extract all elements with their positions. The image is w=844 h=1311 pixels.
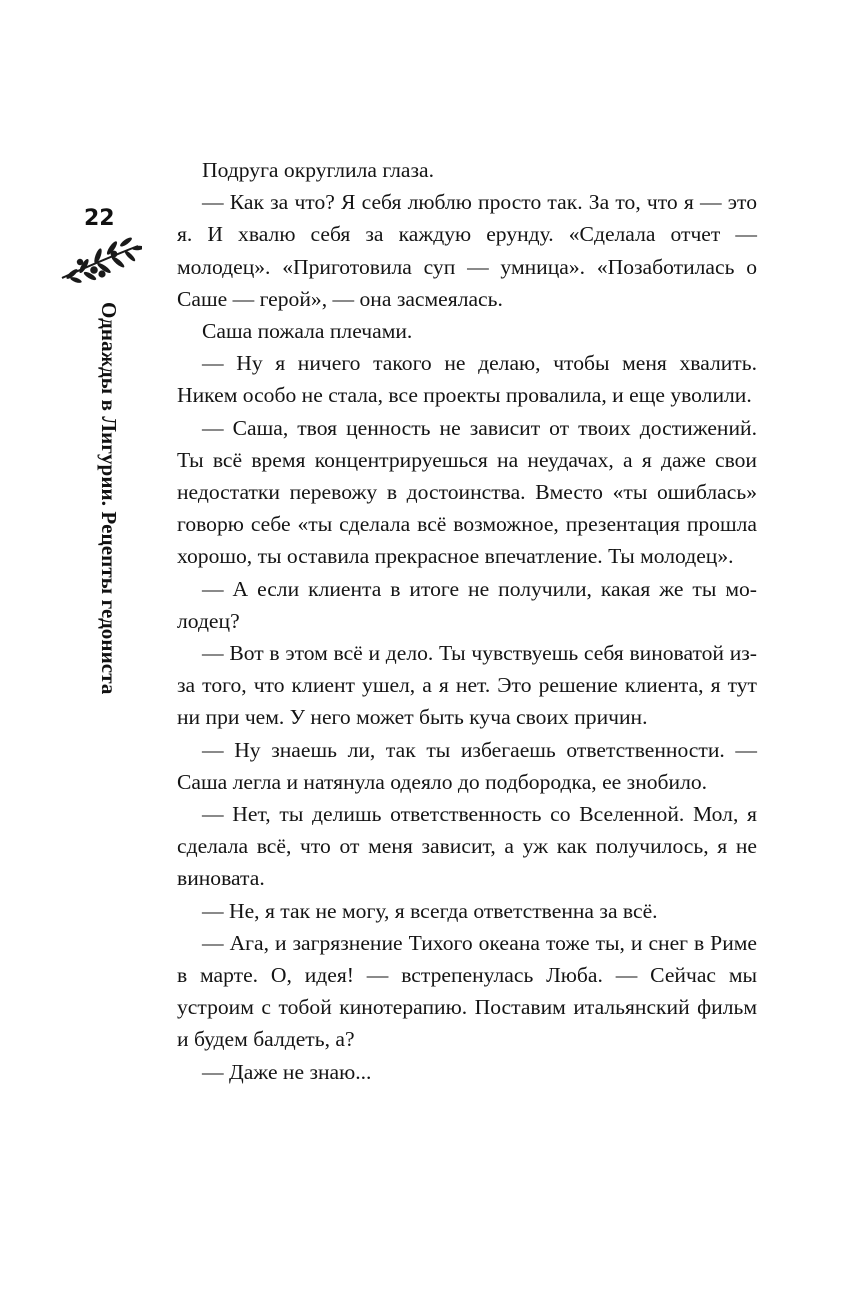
paragraph: — Ага, и загрязнение Тихого океана тоже ты, и снег в Риме в марте. О, идея! — встрепенулась Люба. — Сейчас мы устроим с тобой кинотерапию. Поставим итальянский фильм и будем балдеть, а? bbox=[177, 930, 757, 1052]
page-number: 22 bbox=[84, 206, 115, 231]
paragraph: — Ну я ничего такого не делаю, чтобы меня хвалить. Никем особо не стала, все проекты провалила, и еще уволили. bbox=[177, 351, 757, 408]
paragraph: — А если клиента в итоге не получили, какая же ты молодец? bbox=[177, 576, 757, 633]
paragraph: — Как за что? Я себя люблю просто так. За то, что я — это я. И хвалю себя за каждую ерунду. «Сделала отчет — молодец». «Приготовила суп — умница». «Позаботилась о Саше — герой», — она засмеялась. bbox=[177, 190, 757, 311]
paragraph: — Ну знаешь ли, так ты избегаешь ответственности. — Саша легла и натянула одеяло до подбородка, ее знобило. bbox=[177, 737, 757, 794]
paragraph: — Даже не знаю... bbox=[202, 1059, 372, 1084]
olive-branch-icon bbox=[58, 234, 142, 286]
running-title: Однажды в Лигурии. Рецепты гедониста bbox=[97, 302, 121, 695]
paragraph: — Нет, ты делишь ответственность со Вселенной. Мол, я сделала всё, что от меня зависит, а уж как получилось, я не виновата. bbox=[177, 802, 757, 891]
paragraph: — Не, я так не могу, я всегда ответственна за всё. bbox=[202, 898, 658, 923]
main-text bbox=[177, 154, 757, 1088]
paragraph: — Вот в этом всё и дело. Ты чувствуешь себя виноватой из-за того, что клиент ушел, а я нет. Это решение клиента, я тут ни при чем. У него может быть куча своих причин. bbox=[177, 641, 757, 730]
paragraph: — Саша, твоя ценность не зависит от твоих достижений. Ты всё время концентрируешься на неудачах, а я даже свои недостатки перевожу в достоинства. Вместо «ты ошиблась» говорю себе «ты сделала всё возможное, презентация прошла хорошо, ты оставила прекрасное впечатление. Ты молодец». bbox=[177, 415, 757, 569]
paragraph: Подруга округлила глаза. bbox=[202, 158, 434, 182]
paragraph: Саша пожала плечами. bbox=[202, 319, 413, 344]
